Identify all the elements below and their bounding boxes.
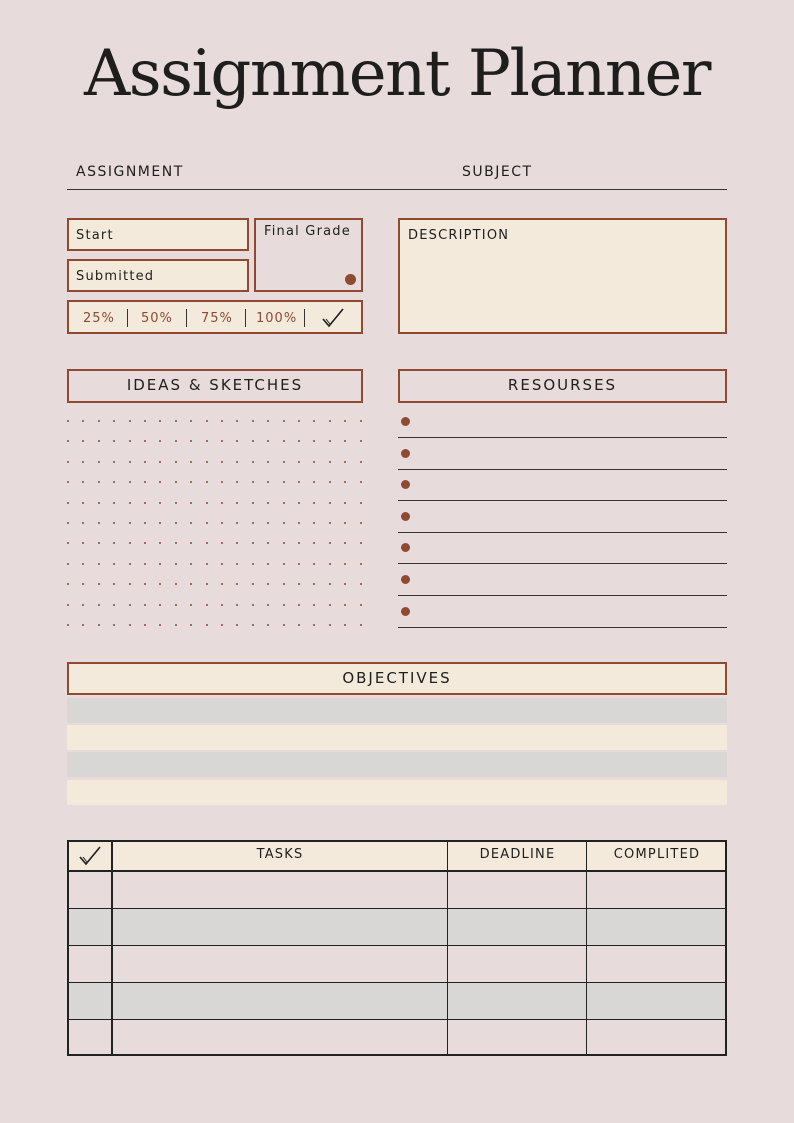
grid-dot xyxy=(236,624,238,626)
grid-dot xyxy=(329,522,331,524)
resource-line[interactable] xyxy=(398,627,727,628)
grid-dot xyxy=(190,420,192,422)
grid-dot xyxy=(67,563,69,565)
table-divider xyxy=(111,840,113,1056)
resource-line[interactable] xyxy=(398,595,727,596)
grid-dot xyxy=(113,604,115,606)
progress-75[interactable]: 75% xyxy=(201,311,233,326)
table-row[interactable] xyxy=(67,982,727,1019)
grid-dot xyxy=(283,542,285,544)
grid-dot xyxy=(159,563,161,565)
grid-dot xyxy=(283,624,285,626)
grid-dot xyxy=(252,522,254,524)
grid-dot xyxy=(175,481,177,483)
objective-line[interactable] xyxy=(67,752,727,777)
grid-dot xyxy=(344,420,346,422)
grid-dot xyxy=(267,522,269,524)
table-divider xyxy=(447,840,448,1056)
description-field[interactable] xyxy=(398,218,727,334)
assignment-label: ASSIGNMENT xyxy=(76,164,184,180)
grid-dot xyxy=(144,461,146,463)
grid-dot xyxy=(129,542,131,544)
grid-dot xyxy=(267,502,269,504)
grid-dot xyxy=(113,583,115,585)
deadline-column-header: DEADLINE xyxy=(479,847,556,862)
grid-dot xyxy=(159,583,161,585)
grid-dot xyxy=(190,542,192,544)
resources-label: RESOURSES xyxy=(507,376,618,394)
grid-dot xyxy=(67,583,69,585)
assignment-subject-rule xyxy=(67,189,727,190)
bullet-icon xyxy=(401,449,410,458)
grid-dot xyxy=(360,440,362,442)
table-row[interactable] xyxy=(67,1019,727,1056)
grid-dot xyxy=(206,604,208,606)
progress-divider xyxy=(127,309,128,327)
grid-dot xyxy=(221,604,223,606)
grid-dot xyxy=(360,563,362,565)
resource-line[interactable] xyxy=(398,437,727,438)
grid-dot xyxy=(298,583,300,585)
dot-grid[interactable] xyxy=(67,420,363,630)
grid-dot xyxy=(329,583,331,585)
grid-dot xyxy=(298,624,300,626)
grid-dot xyxy=(67,481,69,483)
grid-dot xyxy=(144,624,146,626)
table-divider xyxy=(67,982,727,983)
grid-dot xyxy=(98,502,100,504)
grid-dot xyxy=(221,502,223,504)
grid-dot xyxy=(298,481,300,483)
resource-line[interactable] xyxy=(398,563,727,564)
grid-dot xyxy=(221,522,223,524)
grid-dot xyxy=(206,440,208,442)
grid-dot xyxy=(329,420,331,422)
grid-dot xyxy=(113,542,115,544)
grid-dot xyxy=(344,461,346,463)
grid-dot xyxy=(360,604,362,606)
grid-dot xyxy=(313,440,315,442)
grid-dot xyxy=(313,420,315,422)
bullet-icon xyxy=(401,575,410,584)
grid-dot xyxy=(113,481,115,483)
grid-dot xyxy=(221,481,223,483)
table-row[interactable] xyxy=(67,945,727,982)
grid-dot xyxy=(236,542,238,544)
grid-dot xyxy=(267,440,269,442)
grid-dot xyxy=(283,583,285,585)
table-border xyxy=(67,840,727,842)
subject-label: SUBJECT xyxy=(462,164,533,180)
submitted-label: Submitted xyxy=(76,269,155,284)
grid-dot xyxy=(67,502,69,504)
grid-dot xyxy=(206,522,208,524)
objective-line[interactable] xyxy=(67,780,727,805)
grid-dot xyxy=(129,563,131,565)
bullet-icon xyxy=(401,480,410,489)
grid-dot xyxy=(236,583,238,585)
grid-dot xyxy=(236,481,238,483)
grid-dot xyxy=(175,461,177,463)
grid-dot xyxy=(267,563,269,565)
grid-dot xyxy=(313,542,315,544)
grid-dot xyxy=(360,461,362,463)
grid-dot xyxy=(175,624,177,626)
start-label: Start xyxy=(76,228,114,243)
grid-dot xyxy=(190,563,192,565)
description-label: DESCRIPTION xyxy=(408,228,510,243)
grid-dot xyxy=(159,624,161,626)
grid-dot xyxy=(313,604,315,606)
grid-dot xyxy=(252,604,254,606)
grid-dot xyxy=(159,502,161,504)
grid-dot xyxy=(360,522,362,524)
grid-dot xyxy=(360,624,362,626)
grid-dot xyxy=(313,502,315,504)
grid-dot xyxy=(221,440,223,442)
grid-dot xyxy=(329,624,331,626)
grid-dot xyxy=(190,604,192,606)
grid-dot xyxy=(98,583,100,585)
page-title: Assignment Planner xyxy=(84,37,710,111)
grid-dot xyxy=(313,481,315,483)
grid-dot xyxy=(221,624,223,626)
grid-dot xyxy=(252,583,254,585)
grid-dot xyxy=(144,440,146,442)
table-border xyxy=(725,840,727,1056)
ideas-label: IDEAS & SKETCHES xyxy=(126,376,304,394)
grid-dot xyxy=(129,583,131,585)
grid-dot xyxy=(98,604,100,606)
grid-dot xyxy=(344,522,346,524)
grid-dot xyxy=(67,624,69,626)
grid-dot xyxy=(283,563,285,565)
table-border xyxy=(67,870,727,872)
grid-dot xyxy=(236,502,238,504)
grid-dot xyxy=(82,604,84,606)
grid-dot xyxy=(129,502,131,504)
grid-dot xyxy=(113,440,115,442)
grid-dot xyxy=(175,502,177,504)
grid-dot xyxy=(144,604,146,606)
grid-dot xyxy=(129,420,131,422)
grid-dot xyxy=(329,604,331,606)
grid-dot xyxy=(298,461,300,463)
grid-dot xyxy=(360,481,362,483)
progress-divider xyxy=(245,309,246,327)
grid-dot xyxy=(221,563,223,565)
grid-dot xyxy=(190,522,192,524)
grid-dot xyxy=(298,502,300,504)
grid-dot xyxy=(267,542,269,544)
checkmark-icon[interactable] xyxy=(321,307,345,329)
grid-dot xyxy=(67,542,69,544)
grid-dot xyxy=(206,502,208,504)
grid-dot xyxy=(298,542,300,544)
grid-dot xyxy=(313,583,315,585)
grid-dot xyxy=(98,563,100,565)
resource-line[interactable] xyxy=(398,469,727,470)
grid-dot xyxy=(67,522,69,524)
ideas-header xyxy=(67,369,363,403)
grid-dot xyxy=(252,624,254,626)
grid-dot xyxy=(283,440,285,442)
grid-dot xyxy=(175,542,177,544)
grid-dot xyxy=(298,440,300,442)
grid-dot xyxy=(252,461,254,463)
progress-50[interactable]: 50% xyxy=(141,311,173,326)
grid-dot xyxy=(267,461,269,463)
grid-dot xyxy=(159,440,161,442)
grid-dot xyxy=(267,481,269,483)
grade-dot-icon xyxy=(345,274,356,285)
grid-dot xyxy=(67,420,69,422)
resources-list xyxy=(398,410,727,630)
grid-dot xyxy=(313,461,315,463)
grid-dot xyxy=(252,440,254,442)
grid-dot xyxy=(190,502,192,504)
table-row[interactable] xyxy=(67,871,727,908)
grid-dot xyxy=(236,440,238,442)
grid-dot xyxy=(98,522,100,524)
grid-dot xyxy=(236,604,238,606)
completed-column-header: COMPLITED xyxy=(613,847,701,862)
table-divider xyxy=(67,945,727,946)
grid-dot xyxy=(175,604,177,606)
grid-dot xyxy=(129,481,131,483)
grid-dot xyxy=(344,481,346,483)
grid-dot xyxy=(67,461,69,463)
grid-dot xyxy=(82,563,84,565)
grid-dot xyxy=(159,461,161,463)
grid-dot xyxy=(252,420,254,422)
grid-dot xyxy=(144,481,146,483)
checkmark-icon xyxy=(78,845,102,867)
resource-line[interactable] xyxy=(398,500,727,501)
grid-dot xyxy=(236,522,238,524)
resources-header xyxy=(398,369,727,403)
grid-dot xyxy=(344,604,346,606)
grid-dot xyxy=(206,542,208,544)
grid-dot xyxy=(206,420,208,422)
grid-dot xyxy=(98,420,100,422)
grid-dot xyxy=(283,604,285,606)
grid-dot xyxy=(98,461,100,463)
grid-dot xyxy=(144,502,146,504)
grid-dot xyxy=(252,563,254,565)
grid-dot xyxy=(329,440,331,442)
grid-dot xyxy=(329,502,331,504)
objective-line[interactable] xyxy=(67,725,727,750)
grid-dot xyxy=(82,502,84,504)
final-grade-label: Final Grade xyxy=(264,224,351,239)
assignment-input[interactable] xyxy=(190,160,450,186)
grid-dot xyxy=(129,440,131,442)
grid-dot xyxy=(206,461,208,463)
resource-line[interactable] xyxy=(398,532,727,533)
progress-25[interactable]: 25% xyxy=(83,311,115,326)
grid-dot xyxy=(206,624,208,626)
grid-dot xyxy=(190,583,192,585)
grid-dot xyxy=(175,522,177,524)
grid-dot xyxy=(175,563,177,565)
grid-dot xyxy=(283,502,285,504)
grid-dot xyxy=(144,522,146,524)
progress-divider xyxy=(186,309,187,327)
grid-dot xyxy=(129,604,131,606)
tasks-column-header: TASKS xyxy=(256,847,304,862)
grid-dot xyxy=(298,420,300,422)
grid-dot xyxy=(221,542,223,544)
objectives-header xyxy=(67,662,727,695)
grid-dot xyxy=(283,522,285,524)
grid-dot xyxy=(344,502,346,504)
grid-dot xyxy=(175,583,177,585)
grid-dot xyxy=(360,583,362,585)
table-border xyxy=(67,840,69,1056)
grid-dot xyxy=(98,481,100,483)
grid-dot xyxy=(129,522,131,524)
grid-dot xyxy=(113,522,115,524)
grid-dot xyxy=(329,563,331,565)
grid-dot xyxy=(313,522,315,524)
grid-dot xyxy=(360,502,362,504)
grid-dot xyxy=(190,440,192,442)
grid-dot xyxy=(129,461,131,463)
grid-dot xyxy=(344,542,346,544)
grid-dot xyxy=(82,522,84,524)
grid-dot xyxy=(267,604,269,606)
grid-dot xyxy=(82,440,84,442)
grid-dot xyxy=(82,624,84,626)
subject-input[interactable] xyxy=(545,160,725,186)
grid-dot xyxy=(344,563,346,565)
grid-dot xyxy=(206,583,208,585)
progress-100[interactable]: 100% xyxy=(256,311,298,326)
grid-dot xyxy=(113,420,115,422)
grid-dot xyxy=(113,563,115,565)
grid-dot xyxy=(221,583,223,585)
grid-dot xyxy=(236,461,238,463)
grid-dot xyxy=(252,481,254,483)
grid-dot xyxy=(236,563,238,565)
tasks-table xyxy=(67,840,727,1056)
grid-dot xyxy=(190,461,192,463)
grid-dot xyxy=(267,420,269,422)
grid-dot xyxy=(236,420,238,422)
grid-dot xyxy=(252,542,254,544)
grid-dot xyxy=(344,624,346,626)
grid-dot xyxy=(329,481,331,483)
grid-dot xyxy=(206,481,208,483)
grid-dot xyxy=(67,604,69,606)
grid-dot xyxy=(82,420,84,422)
progress-tracker xyxy=(67,300,363,334)
table-divider xyxy=(67,908,727,909)
grid-dot xyxy=(283,420,285,422)
objective-line[interactable] xyxy=(67,698,727,723)
bullet-icon xyxy=(401,607,410,616)
grid-dot xyxy=(67,440,69,442)
grid-dot xyxy=(113,502,115,504)
objectives-label: OBJECTIVES xyxy=(342,669,452,687)
grid-dot xyxy=(82,461,84,463)
table-divider xyxy=(67,1019,727,1020)
grid-dot xyxy=(360,542,362,544)
grid-dot xyxy=(129,624,131,626)
grid-dot xyxy=(344,440,346,442)
grid-dot xyxy=(144,542,146,544)
grid-dot xyxy=(159,522,161,524)
grid-dot xyxy=(267,583,269,585)
grid-dot xyxy=(175,440,177,442)
grid-dot xyxy=(298,563,300,565)
grid-dot xyxy=(360,420,362,422)
grid-dot xyxy=(313,563,315,565)
submitted-field[interactable] xyxy=(67,259,249,292)
grid-dot xyxy=(82,481,84,483)
grid-dot xyxy=(113,624,115,626)
grid-dot xyxy=(344,583,346,585)
table-divider xyxy=(586,840,587,1056)
grid-dot xyxy=(283,481,285,483)
table-row[interactable] xyxy=(67,908,727,945)
grid-dot xyxy=(267,624,269,626)
progress-divider xyxy=(304,309,305,327)
grid-dot xyxy=(144,583,146,585)
bullet-icon xyxy=(401,417,410,426)
grid-dot xyxy=(98,624,100,626)
grid-dot xyxy=(298,522,300,524)
grid-dot xyxy=(159,481,161,483)
grid-dot xyxy=(252,502,254,504)
start-field[interactable] xyxy=(67,218,249,251)
grid-dot xyxy=(159,420,161,422)
grid-dot xyxy=(206,563,208,565)
grid-dot xyxy=(329,542,331,544)
grid-dot xyxy=(98,542,100,544)
grid-dot xyxy=(190,624,192,626)
grid-dot xyxy=(175,420,177,422)
table-border xyxy=(67,1054,727,1056)
grid-dot xyxy=(221,420,223,422)
grid-dot xyxy=(298,604,300,606)
grid-dot xyxy=(82,583,84,585)
grid-dot xyxy=(221,461,223,463)
grid-dot xyxy=(313,624,315,626)
grid-dot xyxy=(159,542,161,544)
bullet-icon xyxy=(401,512,410,521)
final-grade-field[interactable] xyxy=(254,218,363,292)
grid-dot xyxy=(144,563,146,565)
grid-dot xyxy=(190,481,192,483)
grid-dot xyxy=(98,440,100,442)
grid-dot xyxy=(159,604,161,606)
grid-dot xyxy=(144,420,146,422)
grid-dot xyxy=(329,461,331,463)
bullet-icon xyxy=(401,543,410,552)
grid-dot xyxy=(113,461,115,463)
grid-dot xyxy=(82,542,84,544)
grid-dot xyxy=(283,461,285,463)
